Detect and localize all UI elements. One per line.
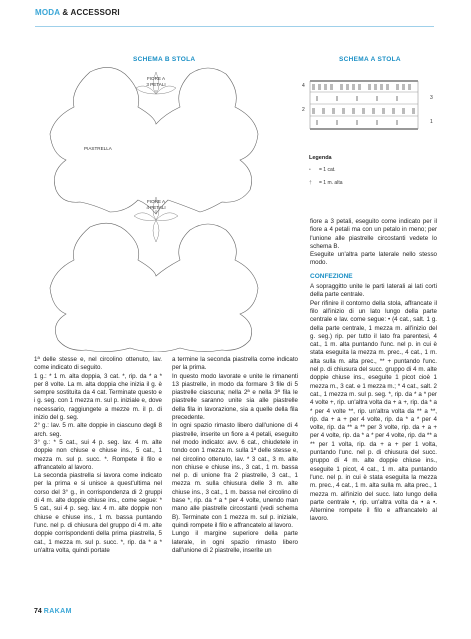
label-fiore3-line1: FIORE A (146, 76, 166, 81)
chart-row-label-4: 4 (302, 83, 305, 89)
col3-paragraph: A sopraggitto unite le parti laterali ai lati corti della parte centrale. (310, 283, 437, 299)
label-fiore4-line1: FIORE A (146, 199, 166, 204)
col3-intro2: Eseguite un'altra parte laterale nello stesso modo. (310, 251, 437, 267)
col1-paragraph: 1ª delle stesse e, nel circolino ottenuto, lav. come indicato di seguito. (34, 356, 162, 372)
col1-paragraph: 1 g.: * 1 m. alta doppia, 3 cat. *, rip. da * a * per 8 volte. La m. alta doppia che inizia il g. è sempre sostituita da 4 cat. Terminate questo e i g. seg. con 1 mezza m. sul p. iniziale e, dove necessario, raggiungete a mezze m. il p. di inizio del g. seg. (34, 372, 162, 422)
confezione-heading: CONFEZIONE (310, 272, 353, 280)
col2-paragraph: a termine la seconda piastrella come indicato per la prima. (172, 356, 298, 372)
label-fiore3-line2: 3 PETALI (146, 82, 166, 87)
section-sub: ACCESSORI (70, 8, 120, 17)
page-footer (34, 608, 72, 615)
legend-row-alta (309, 180, 342, 186)
piastrella-lower-outline (50, 223, 258, 352)
label-piastrella: PIASTRELLA (84, 146, 112, 151)
text-column-2 (172, 356, 298, 555)
col1-paragraph: La seconda piastrella si lavora come indicato per la prima e si unisce a quest'ultima nel corso del 3° g., in corrispondenza di 2 gruppi di 4 m. alte doppie chiuse ins., come segue: * 5 cat., sui 4 p. seg. lav. 4 m. alte doppie non chiuse e chiuse ins., 1 m. bassa puntando l'unc. nel p. di chiusura del gruppo di 4 m. alte doppie corrispondenti della prima piastrella, 5 cat., 1 mezza m. sul p. succ. *, rip. da * a * un'altra volta, quindi portate (34, 472, 162, 554)
piastrella-upper-outline (50, 67, 258, 214)
schema-a-chart (300, 70, 440, 142)
section-name: MODA (35, 8, 60, 17)
legend-text-cat: = 1 cat. (319, 167, 336, 173)
chart-row-label-3: 3 (430, 95, 433, 101)
text-column-3 (310, 218, 437, 524)
double-crochet-icon: † (309, 180, 312, 186)
section-label (35, 8, 120, 17)
col1-paragraph: 2° g.: lav. 5 m. alte doppie in ciascuno degli 8 arch. seg. (34, 422, 162, 438)
chart-row-label-2: 2 (302, 107, 305, 113)
schema-b-diagram (30, 62, 280, 352)
schema-b-title: SCHEMA B STOLA (133, 56, 196, 63)
label-fiore4-line2: 4 PETALI (146, 205, 166, 210)
page-number: 74 (34, 608, 42, 615)
magazine-name: RAKAM (43, 608, 72, 615)
chain-stitch-icon: • (309, 167, 311, 173)
legend-row-cat (309, 167, 336, 173)
legend-title: Legenda (309, 155, 332, 161)
header-rule (35, 26, 434, 27)
col1-paragraph: 3° g.: * 5 cat., sui 4 p. seg. lav. 4 m. alte doppie non chiuse e chiuse ins., 5 cat., 1 mezza m. sul p. succ. *. Rompete il filo e affrancatelo al lavoro. (34, 438, 162, 471)
text-column-1 (34, 356, 162, 555)
col3-paragraph: Per rifinire il contorno della stola, affrancate il filo all'inizio di un lato lungo della parte centrale e lav. come segue: • (4 cat., salt. 1 g. della parte centrale, 1 mezza m. all'inizio del g. seg.) rip. per tutto il lato fra parentesi, 4 cat., 1 m. alta puntando l'unc. nel p. in cui è stata eseguita la mezza m. prec., 4 cat., 1 m. alta sulla m. alta prec., ** + puntando l'unc. nel p. di chiusura del succ. gruppo di 4 m. alte doppie chiuse ins., eseguite 1 picot cioè 1 mezza m., 3 cat. e 1 mezza m.; * 4 cat., salt. 2 cat., 1 mezza m. sul p. seg. *, rip. da * a * per 4 volte +, rip. un'altra volta da + a +, rip. da * a * per 4 volte **, rip. un'altra volta da ** a **, rip. da + a + per 4 volte, rip. da * a * per 4 volte, rip. da ** a ** per 3 volte, rip. da + a + per 4 volte, rip. da * a * per 4 volte, rip. da ** a ** per 1 volta, rip. da + a + per 1 volta, puntando l'unc. nel p. di chiusura del succ. gruppo di 4 m. alte doppie chiuse ins., eseguite 1 picot, 4 cat., 1 m. alta puntando l'unc. nel p. in cui è stata eseguita la mezza m. prec., 4 cat., 1 m. alta sulla m. alta prec., 1 mezza m. all'inizio del succ. lato lungo della parte centrale •, rip. un'altra volta da • a •. Alternine rompete il filo e affrancatelo al lavoro. (310, 299, 437, 523)
col2-paragraph: In questo modo lavorate e unite le rimanenti 13 piastrelle, in modo da formare 3 file di 5 piastrelle ciascuna; nella 2ª e nella 3ª fila le piastrelle saranno unite sia alle piastrelle della fila in lavorazione, sia a quelle della fila precedente. (172, 372, 298, 422)
schema-a-title: SCHEMA A STOLA (339, 56, 401, 63)
page-header (0, 0, 471, 30)
section-amp: & (59, 8, 71, 17)
col2-paragraph: In ogni spazio rimasto libero dall'unione di 4 piastrelle, inserite un fiore a 4 petali, eseguito nel modo indicato: avv. 6 cat., chiudetele in tondo con 1 mezza m. sulla 1ª delle stesse e, nel circolino ottenuto, lav. * 3 cat., 3 m. alte non chiuse e chiuse ins., 3 cat., 1 m. bassa nel p. di unione fra 2 piastrelle, 3 cat., 1 mezza m. sulla chiusura delle 3 m. alte chiuse ins., 3 cat., 1 m. bassa nel circolino di base *, rip. da * a * per 4 volte, unendo man mano alle piastrelle circostanti (vedi schema B). Terminate con 1 mezza m. sul p. iniziale, quindi rompete il filo e affrancatelo al lavoro. (172, 422, 298, 529)
col3-intro: fiore a 3 petali, eseguito come indicato per il fiore a 4 petali ma con un petalo in meno; per l'unione alle piastrelle circostanti vedete lo schema B. (310, 218, 437, 250)
chart-row-label-1: 1 (430, 119, 433, 125)
legend-text-alta: = 1 m. alta (319, 180, 343, 186)
col2-paragraph: Lungo il margine superiore della parte laterale, in ogni spazio rimasto libero dall'unione di 2 piastrelle, inserite un (172, 530, 298, 554)
